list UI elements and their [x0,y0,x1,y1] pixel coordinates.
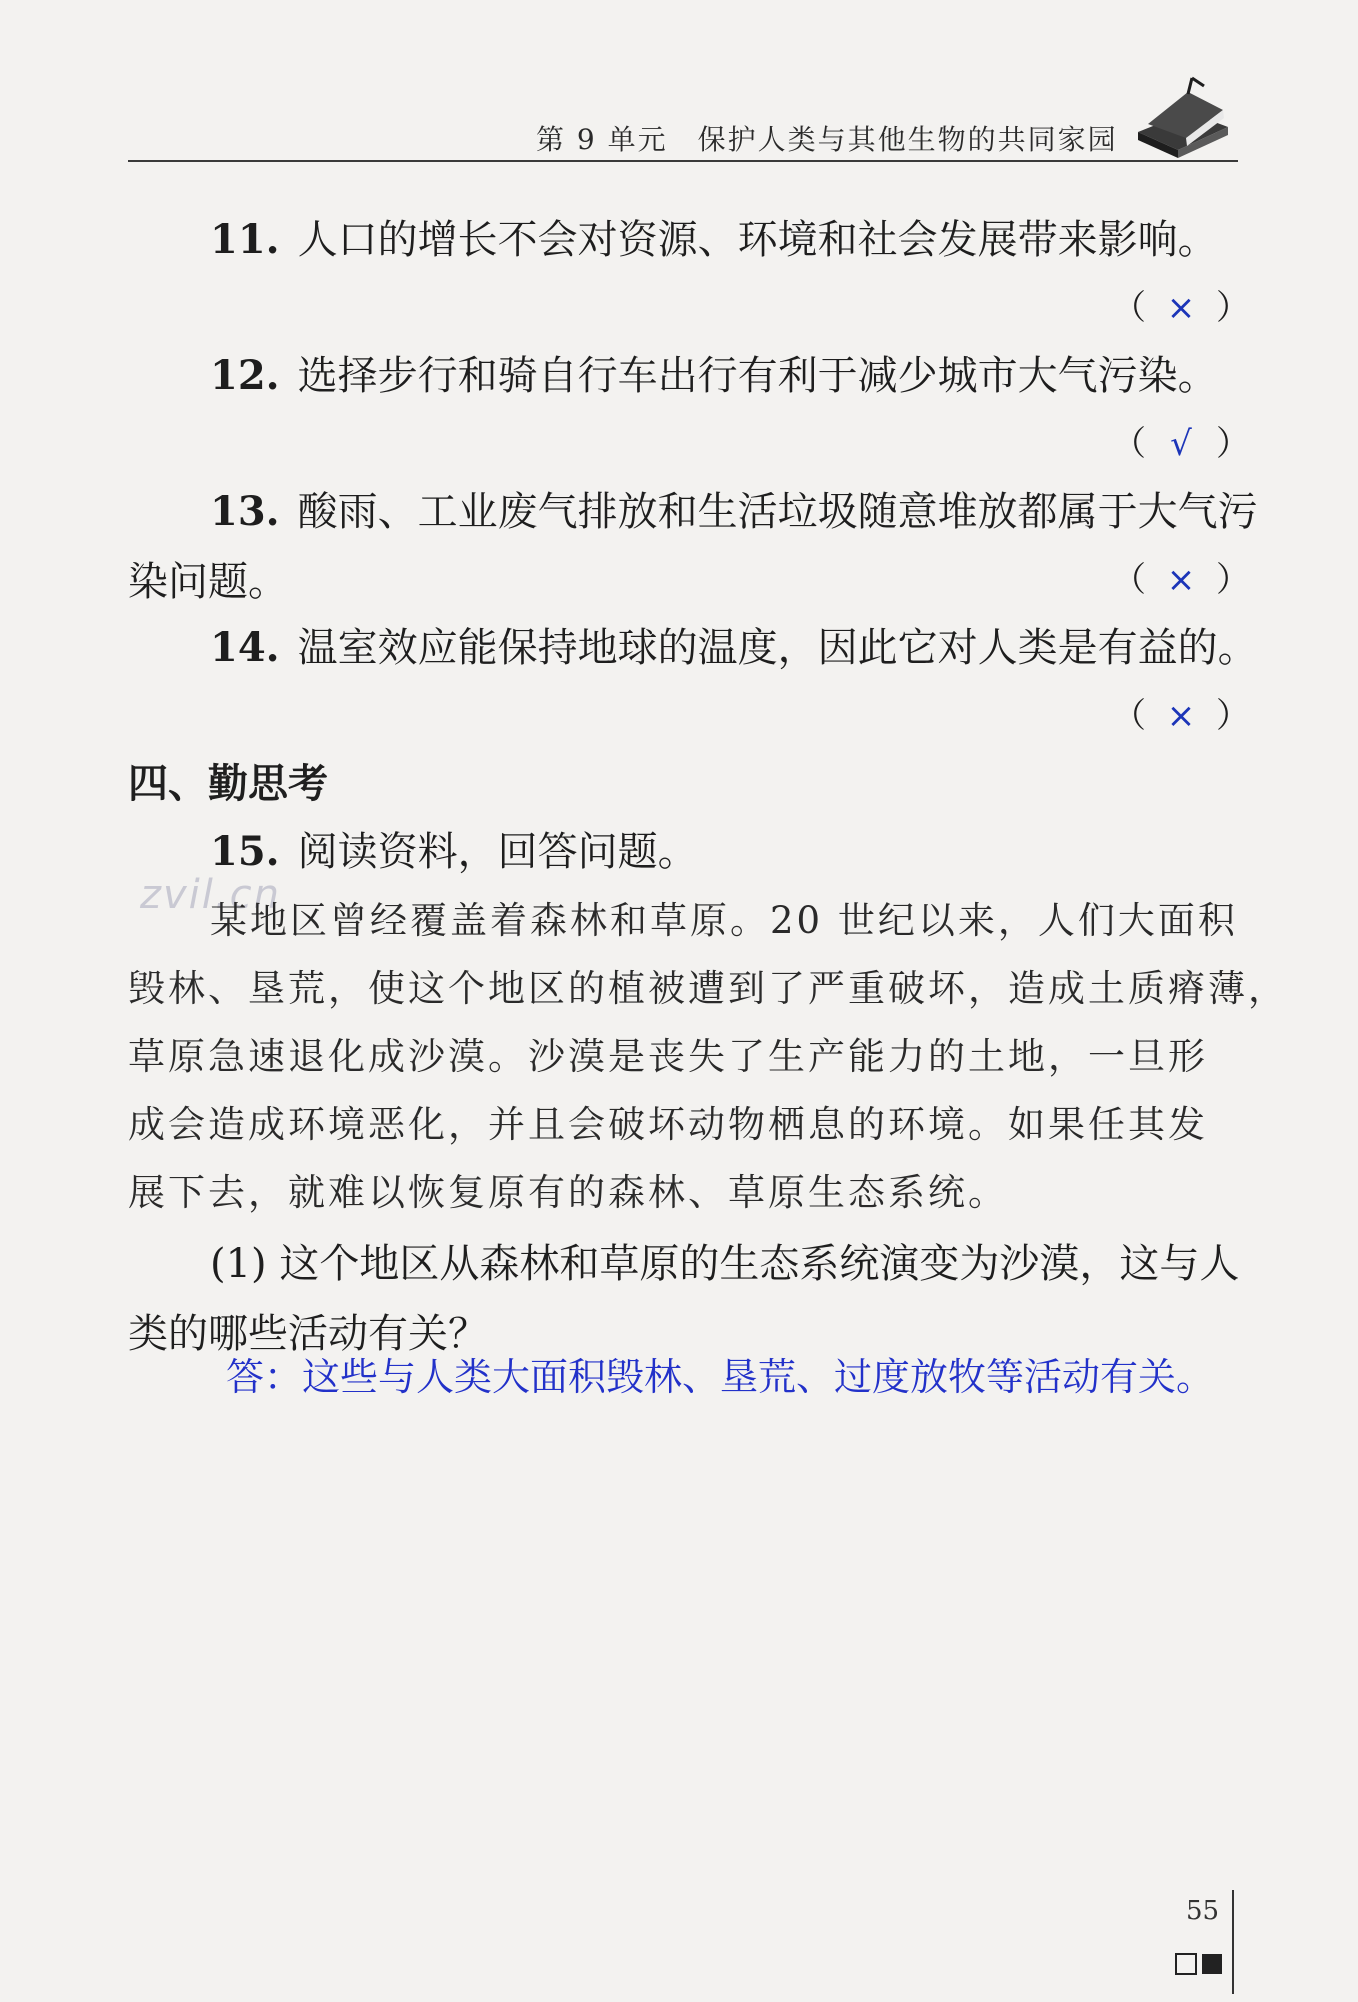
answer-mark: × [1166,288,1196,328]
sub-question-1-continued: 类的哪些活动有关？ [128,1311,488,1357]
passage-line: 草原急速退化成沙漠。沙漠是丧失了生产能力的土地，一旦形 [128,1035,1208,1078]
answer-mark: √ [1170,424,1192,464]
book-icon [1128,72,1238,162]
question-text: 选择步行和骑自行车出行有利于减少城市大气污染。 [297,353,1218,399]
judge-11: （ × ） [1112,288,1250,328]
passage-line: 展下去，就难以恢复原有的森林、草原生态系统。 [128,1171,1008,1214]
answer-mark: × [1166,560,1196,600]
watermark: zvil.cn [140,872,281,918]
question-13 [210,480,1258,537]
question-number: 12. [210,352,280,399]
question-text: 人口的增长不会对资源、环境和社会发展带来影响。 [297,217,1218,263]
judge-14: （ × ） [1112,696,1250,736]
question-text: 温室效应能保持地球的温度，因此它对人类是有益的。 [297,625,1258,671]
page-number: 55 [1186,1896,1220,1926]
page-number-rule [1232,1890,1234,1994]
question-11 [210,208,1218,265]
question-text: 酸雨、工业废气排放和生活垃圾随意堆放都属于大气污 [297,489,1258,535]
judge-13: （ × ） [1112,560,1250,600]
question-number: 13. [210,488,280,535]
sub-question-1: (1) 这个地区从森林和草原的生态系统演变为沙漠，这与人 [210,1241,1240,1287]
passage-line: 某地区曾经覆盖着森林和草原。20 世纪以来，人们大面积 [210,899,1238,942]
answer-mark: × [1166,696,1196,736]
question-number: 14. [210,624,280,671]
question-15 [210,820,698,877]
question-number: 15. [210,828,280,875]
question-12 [210,344,1218,401]
page-corner-boxes-icon [1174,1950,1226,1976]
passage-line: 成会造成环境恶化，并且会破坏动物栖息的环境。如果任其发 [128,1103,1208,1146]
question-13-continued: 染问题。 [128,559,288,605]
header-divider [128,160,1238,162]
section-title: 四、勤思考 [128,761,328,807]
question-14 [210,616,1258,673]
question-number: 11. [210,216,280,263]
passage-line: 毁林、垦荒，使这个地区的植被遭到了严重破坏，造成土质瘠薄， [128,967,1288,1010]
answer-text: 答：这些与人类大面积毁林、垦荒、过度放牧等活动有关。 [226,1355,1215,1399]
question-text: 阅读资料，回答问题。 [297,829,698,875]
judge-12: （ √ ） [1112,424,1250,464]
unit-header-title: 第 9 单元 保护人类与其他生物的共同家园 [536,123,1118,156]
